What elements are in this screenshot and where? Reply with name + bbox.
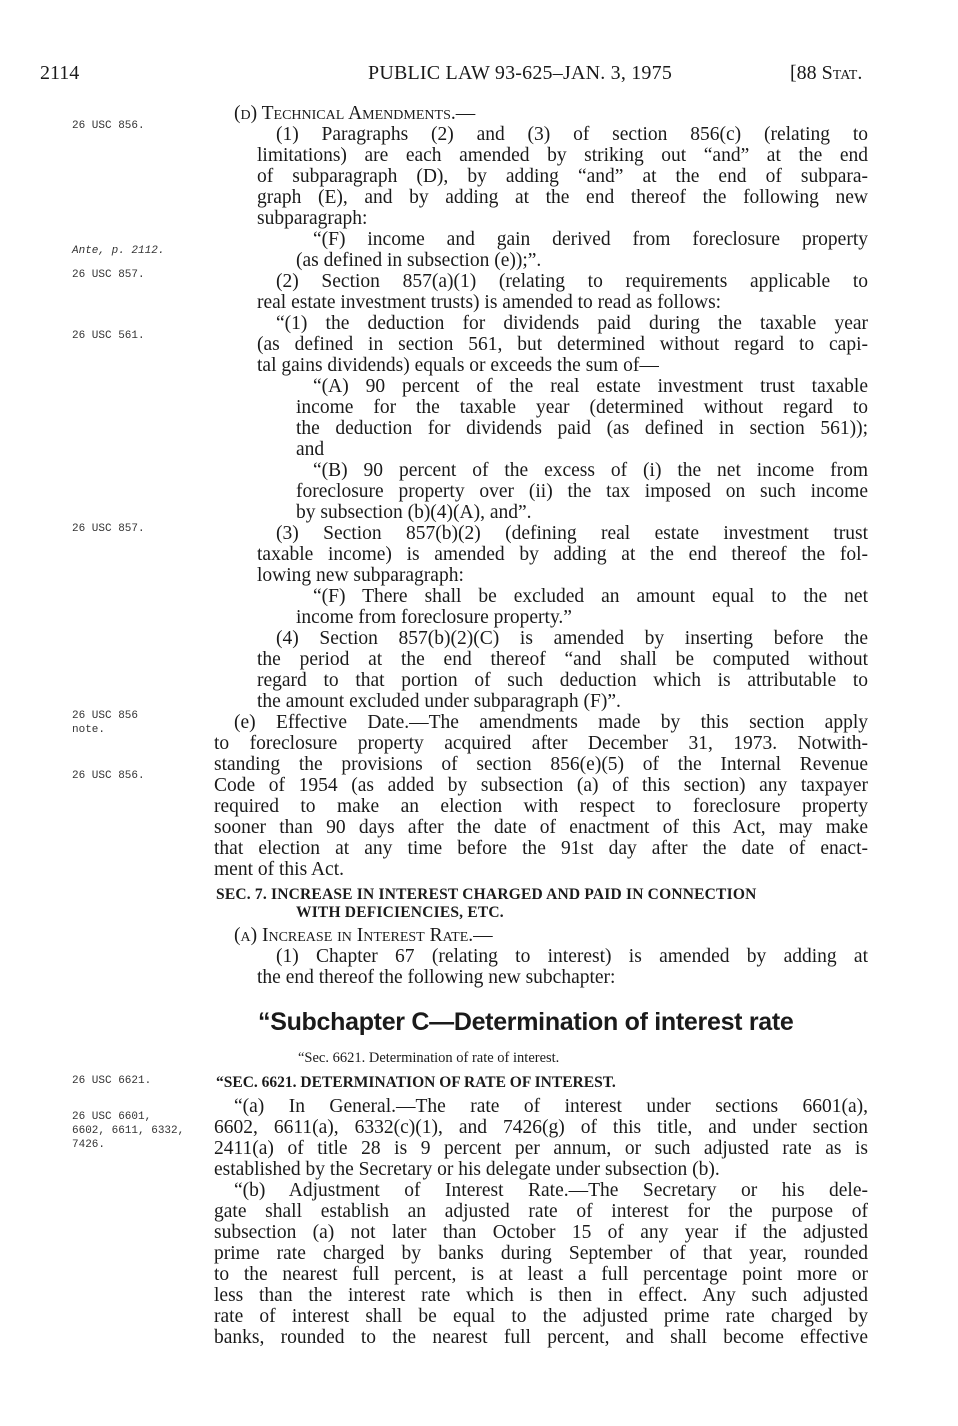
text-line: “(A) 90 percent of the real estate investment trust taxable — [313, 376, 868, 397]
text-line: real estate investment trusts) is amended to read as follows: — [257, 292, 722, 313]
page-number: 2114 — [40, 62, 80, 84]
text-line: gate shall establish an adjusted rate of interest for the purpose of — [214, 1201, 868, 1222]
text-line: subsection (a) not later than October 15 of any year if the adjusted — [214, 1222, 868, 1243]
text-line: (as defined in subsection (e));”. — [296, 250, 542, 271]
section-heading: WITH DEFICIENCIES, ETC. — [296, 904, 504, 921]
text-line: income from foreclosure property.” — [296, 607, 572, 628]
margin-note: 26 USC 857. — [72, 523, 145, 535]
text-line: rate of interest shall be equal to the adjusted prime rate charged by — [214, 1306, 868, 1327]
statute-prefix: [88 — [790, 62, 822, 84]
section-heading: SEC. 7. INCREASE IN INTEREST CHARGED AND PAID IN CONNECTION — [216, 886, 757, 903]
text-line: (1) Paragraphs (2) and (3) of section 856(c) (relating to — [276, 124, 868, 145]
text-line: “(1) the deduction for dividends paid during the taxable year — [276, 313, 868, 334]
text-line: Code of 1954 (as added by subsection (a) of this section) any taxpayer — [214, 775, 868, 796]
text-line: the deduction for dividends paid (as defined in section 561)); — [296, 418, 868, 439]
text-line: (3) Section 857(b)(2) (defining real estate investment trust — [276, 523, 868, 544]
text-line: (e) Effective Date.—The amendments made by this section apply — [234, 712, 868, 733]
text-line: “(a) In General.—The rate of interest under sections 6601(a), — [234, 1096, 868, 1117]
text-line: the amount excluded under subparagraph (F)”. — [257, 691, 621, 712]
margin-note: 26 USC 856. — [72, 770, 145, 782]
text-line: “(F) income and gain derived from foreclosure property — [313, 229, 868, 250]
text-line: 6602, 6611(a), 6332(c)(1), and 7426(g) of this title, and under section — [214, 1117, 868, 1138]
text-line: (1) Chapter 67 (relating to interest) is amended by adding at — [276, 946, 868, 967]
text-line: (2) Section 857(a)(1) (relating to requirements applicable to — [276, 271, 868, 292]
text-line: less than the interest rate which is then in effect. Any such adjusted — [214, 1285, 868, 1306]
text-line: (a) Increase in Interest Rate.— — [234, 925, 493, 946]
text-line: “(b) Adjustment of Interest Rate.—The Secretary or his dele- — [234, 1180, 868, 1201]
margin-note: 26 USC 856 note. — [72, 710, 139, 736]
text-line: established by the Secretary or his delegate under subsection (b). — [214, 1159, 720, 1180]
text-line: ment of this Act. — [214, 859, 344, 880]
text-line: that election at any time before the 91st day after the date of enact- — [214, 838, 868, 859]
text-line: and — [296, 439, 325, 460]
running-title: PUBLIC LAW 93-625–JAN. 3, 1975 — [368, 62, 673, 84]
text-line: of subparagraph (D), by adding “and” at the end of subpara- — [257, 166, 868, 187]
text-line: by subsection (b)(4)(A), and”. — [296, 502, 532, 523]
text-line: subparagraph: — [257, 208, 368, 229]
text-line: (4) Section 857(b)(2)(C) is amended by inserting before the — [276, 628, 868, 649]
text-line: “(F) There shall be excluded an amount equal to the net — [313, 586, 868, 607]
margin-note: 26 USC 6621. — [72, 1075, 152, 1087]
text-line: tal gains dividends) equals or exceeds the sum of— — [257, 355, 659, 376]
text-line: sooner than 90 days after the date of enactment of this Act, may make — [214, 817, 868, 838]
text-line: the end thereof the following new subchapter: — [257, 967, 616, 988]
statute-abbrev: Stat. — [821, 62, 863, 84]
table-of-sections-entry: “Sec. 6621. Determination of rate of interest. — [298, 1050, 560, 1066]
margin-note: 26 USC 857. — [72, 269, 145, 281]
statute-reference — [790, 58, 862, 88]
text-line: standing the provisions of section 856(e)(5) of the Internal Revenue — [214, 754, 868, 775]
margin-note: 26 USC 6601, 6602, 6611, 6332, 7426. — [72, 1111, 185, 1151]
text-line: “(B) 90 percent of the excess of (i) the net income from — [313, 460, 868, 481]
text-line: (d) Technical Amendments.— — [234, 103, 476, 124]
text-line: income for the taxable year (determined without regard to — [296, 397, 868, 418]
text-line: the period at the end thereof “and shall be computed without — [257, 649, 868, 670]
text-line: taxable income) is amended by adding at the end thereof the fol- — [257, 544, 868, 565]
text-line: regard to that portion of such deduction which is attributable to — [257, 670, 868, 691]
margin-note: 26 USC 856. — [72, 120, 145, 132]
text-line: foreclosure property over (ii) the tax imposed on such income — [296, 481, 868, 502]
text-line: to foreclosure property acquired after December 31, 1973. Notwith- — [214, 733, 868, 754]
text-line: (as defined in section 561, but determined without regard to capi- — [257, 334, 868, 355]
text-line: graph (E), and by adding at the end thereof the following new — [257, 187, 868, 208]
text-line: to the nearest full percent, is at least a full percentage point more or — [214, 1264, 868, 1285]
text-line: prime rate charged by banks during September of that year, rounded — [214, 1243, 868, 1264]
section-heading: “SEC. 6621. DETERMINATION OF RATE OF INTEREST. — [216, 1074, 616, 1091]
text-line: banks, rounded to the nearest full percent, and shall become effective — [214, 1327, 868, 1348]
margin-note: 26 USC 561. — [72, 330, 145, 342]
margin-note: Ante, p. 2112. — [72, 245, 165, 257]
text-line: required to make an election with respect to foreclosure property — [214, 796, 868, 817]
subchapter-title: “Subchapter C—Determination of interest rate — [258, 1008, 794, 1036]
text-line: limitations) are each amended by striking out “and” at the end — [257, 145, 868, 166]
text-line: lowing new subparagraph: — [257, 565, 464, 586]
text-line: 2411(a) of title 28 is 9 percent per annum, or such adjusted rate as is — [214, 1138, 868, 1159]
